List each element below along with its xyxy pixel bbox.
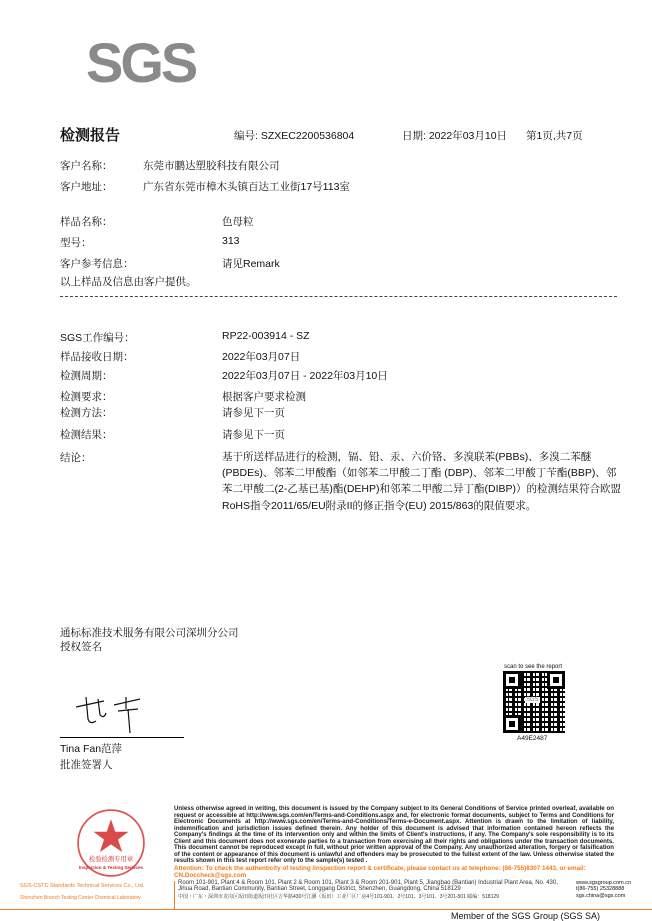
sample-name-label: 样品名称：	[60, 216, 113, 228]
handwritten-signature	[70, 685, 150, 735]
contact-column	[576, 880, 642, 900]
test-result: 请参见下一页	[222, 429, 285, 441]
member-statement: Member of the SGS Group (SGS SA)	[451, 911, 601, 921]
client-address: 广东省东莞市樟木头镇百达工业街17号113室	[143, 181, 350, 193]
sample-note: 以上样品及信息由客户提供。	[60, 276, 197, 288]
footer-vertical-rule	[174, 881, 175, 909]
email[interactable]: sgs.china@sgs.com	[576, 892, 626, 899]
test-request: 根据客户要求检测	[222, 391, 306, 403]
model-label: 型号：	[60, 237, 92, 249]
page-number: 第1页,共7页	[526, 130, 583, 142]
received-date: 2022年03月07日	[222, 351, 301, 363]
sgs-logo: SGS	[86, 31, 196, 94]
address-column	[178, 880, 570, 900]
sgs-job-number: RP22-003914 - SZ	[222, 330, 310, 342]
company-name: 通标标准技术服务有限公司深圳分公司	[60, 627, 239, 639]
conclusion-label: 结论：	[60, 452, 92, 464]
signer-role: 批准签署人	[60, 759, 113, 771]
authorized-signature-label: 授权签名	[60, 641, 102, 653]
client-name-label: 客户名称：	[60, 160, 113, 172]
period-label: 检测周期：	[60, 370, 113, 382]
legal-disclaimer: Unless otherwise agreed in writing, this document is issued by the Company subject to its General Conditions of Service printed overleaf, available on request or accessible at http://www.sgs.com/en/Terms-and-Conditions.aspx and, for electronic format documents, subject to Terms and Conditions for Electronic Documents at http://www.sgs.com/en/Terms-and-Conditions/Terms-e-Document.aspx. Attention is drawn to the limitation of liability, indemnification and jurisdiction issues defined therein. Any holder of this document is advised that information contained hereon reflects the Company's findings at the time of its intervention only and within the limits of Client's instructions, if any. The Company's sole responsibility is to its Client and this document does not exonerate parties to a transaction from exercising all their rights and obligations under the transaction documents. This document cannot be reproduced except in full, without prior written approval of the Company. Any unauthorized alteration, forgery or falsification of the content or appearance of this document is unlawful and offenders may be prosecuted to the fullest extent of the law. Unless otherwise stated the results shown in this test report refer only to the sample(s) tested .	[174, 805, 614, 864]
report-date: 日期: 2022年03月10日	[402, 130, 508, 142]
test-method: 请参见下一页	[222, 407, 285, 419]
sgs-job-label: SGS工作编号：	[60, 332, 135, 344]
address-en: Room 101-901, Plant 4 & Room 101, Plant 2 & Room 101, Plant 3 & Room 201-901, Plant 5, Jiangbao (Bantian) Industrial Plant Area, No. 430, Jihua Road, Bantian Community, Bantian Street, Longgang District, Shenzhen, Guangdong, China 518129	[178, 879, 558, 892]
address-cn: 中国・广东・深圳市龙岗区坂田街道坂田社区吉华路430号江灏（坂田）工业厂区厂房4号101-901、2号101、3号101、3号201-501 邮编：518129	[178, 893, 499, 900]
test-period: 2022年03月07日 - 2022年03月10日	[222, 370, 388, 382]
footer-rule	[0, 909, 652, 910]
inspection-stamp	[76, 808, 146, 878]
method-label: 检测方法：	[60, 407, 113, 419]
model: 313	[222, 235, 240, 247]
report-number: 编号: SZXEC2200536804	[234, 130, 355, 142]
result-label: 检测结果：	[60, 429, 113, 441]
footer	[174, 806, 642, 900]
request-label: 检测要求：	[60, 391, 113, 403]
signature-line	[60, 737, 184, 738]
qr-code[interactable]	[503, 671, 565, 733]
conclusion: 基于所送样品进行的检测，镉、铅、汞、六价铬、多溴联苯(PBBs)、多溴二苯醚(PBDEs)、邻苯二甲酸酯（如邻苯二甲酸二丁酯 (DBP)、邻苯二甲酸丁苄酯(BBP)、邻苯二甲酸二(2-乙基已基)酯(DEHP)和邻苯二甲酸二异丁酯(DIBP)）的检测结果符合欧盟RoHS指令2011/65/EU附录II的修正指令(EU) 2015/863的限值要求。	[222, 451, 621, 512]
lab-branch: Shenzhen Branch Testing Center Chemical Laboratory	[20, 895, 141, 901]
website[interactable]: www.sgsgroup.com.cn	[576, 879, 632, 886]
qr-code-id: A49E2487	[517, 735, 548, 742]
client-name: 东莞市鹏达塑胶科技有限公司	[143, 160, 280, 172]
sample-name: 色母粒	[222, 216, 254, 228]
qr-caption: scan to see the report	[504, 664, 563, 670]
received-label: 样品接收日期：	[60, 351, 134, 363]
client-ref-label: 客户参考信息：	[60, 258, 134, 270]
stamp-en: Inspection & Testing Services	[78, 864, 144, 870]
client-ref: 请见Remark	[222, 258, 280, 270]
page-title: 检测报告	[60, 127, 121, 144]
authenticity-notice: Attention: To check the authenticity of testing /inspection report & certificate, please contact us at telephone: (86-755)8307 1443, or email: CN.Doccheck@sgs.com	[174, 864, 586, 879]
address-row	[174, 880, 642, 900]
divider	[60, 296, 617, 297]
phone: t(86-755) 25328888	[576, 886, 625, 892]
client-address-label: 客户地址：	[60, 181, 113, 193]
qr-center-logo: SGS	[526, 697, 539, 703]
signer-name: Tina Fan范萍	[60, 743, 123, 755]
lab-name: SGS-CSTC Standards Technical Services Co., Ltd.	[20, 883, 145, 889]
stamp-cn: 检验检测专用章	[88, 856, 134, 864]
